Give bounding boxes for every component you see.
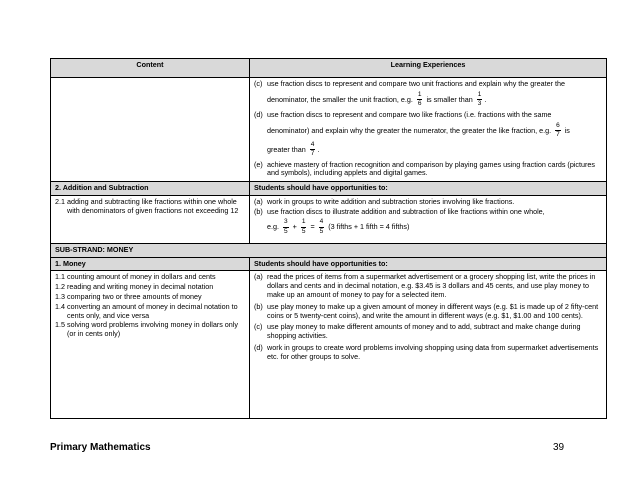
money-content-1-3: 1.3 comparing two or three amounts of money — [55, 292, 202, 302]
money-title: 1. Money — [51, 257, 250, 271]
money-content-cell — [51, 271, 250, 419]
money-experiences-cell — [250, 271, 607, 419]
money-header-row — [51, 257, 607, 271]
money-experience-a: (a) read the prices of items from a supermarket advertisement or a grocery shopping list, write the prices in dollars and cents and in decimal notation, e.g. $3.45 is 3 dollars and 45 cents, and use play money to make up an amount of money to pay for a selected item. — [254, 272, 596, 300]
header-learning-experiences: Learning Experiences — [250, 59, 607, 78]
addition-subtraction-title: 2. Addition and Subtraction — [51, 182, 250, 196]
fraction-four-sevenths: $\frac{4}{7}$ — [310, 140, 315, 158]
fraction-six-sevenths: $\frac{6}{7}$ — [556, 121, 560, 139]
addition-content-cell: 2.1 adding and subtracting like fractions within one whole with denominators of given fractions not exceeding 12 — [51, 195, 250, 243]
opportunities-header: Students should have opportunities to: — [250, 182, 607, 196]
footer-title: Primary Mathematics — [50, 442, 151, 453]
fraction-four-fifths: $\frac{4}{5}$ — [319, 218, 324, 235]
money-opportunities-header: Students should have opportunities to: — [250, 257, 607, 271]
money-row — [51, 271, 607, 419]
addition-subtraction-header-row — [51, 182, 607, 196]
fractions-experiences-cell — [250, 78, 607, 182]
experience-c: (c) use fraction discs to represent and compare two unit fractions and explain why the greater the denominator, the smaller the unit fraction, e.g. $\frac{1}{6}$ is smaller than $\frac{1}{3}$ . — [254, 79, 566, 108]
money-experience-c: (c) use play money to make different amounts of money and to add, subtract and make change during shopping activities. — [254, 322, 581, 341]
fraction-one-third: $\frac{1}{3}$ — [477, 90, 482, 108]
sub-strand-title: SUB-STRAND: MONEY — [51, 243, 607, 257]
fractions-content-cell — [51, 78, 250, 182]
money-content-1-2: 1.2 reading and writing money in decimal notation — [55, 282, 214, 292]
fraction-three-fifths: $\frac{3}{5}$ — [284, 218, 288, 235]
addition-experiences-cell — [250, 195, 607, 243]
fractions-row — [51, 78, 607, 182]
sub-strand-money-row — [51, 243, 607, 257]
money-content-1-1: 1.1 counting amount of money in dollars and cents — [55, 272, 216, 282]
money-experience-b: (b) use play money to make up a given amount of money in different ways (e.g. $1 is made up of 2 fifty-cent coins or 5 twenty-cent coins), and write the amount in different ways (e.g. $1, $1.00 and 100 cents). — [254, 301, 599, 320]
fraction-one-fifth: $\frac{1}{5}$ — [301, 218, 306, 235]
addition-experience-a: (a) work in groups to write addition and subtraction stories involving like fractions. — [254, 196, 515, 206]
addition-example: e.g. $\frac{3}{5}$ + $\frac{1}{5}$ = $\frac{4}{5}$ (3 fifths + 1 fifth = 4 fifths) — [267, 218, 410, 235]
experience-d: (d) use fraction discs to represent and compare two like fractions (i.e. fractions with the same denominator) and explain why the greater the numerator, the greater the like fraction, e.g. $\frac{6}{7}$ is greater than $\frac{4}{7}$ . — [254, 109, 570, 158]
table-header-row — [51, 59, 607, 78]
money-content-1-5: 1.5 solving word problems involving money in dollars only (or in cents only) — [55, 320, 238, 339]
page-number: 39 — [553, 442, 565, 453]
experience-e: (e) achieve mastery of fraction recognition and comparison by playing games using fraction cards (pictures and symbols), including applets and digital games. — [254, 159, 595, 178]
money-content-1-4: 1.4 converting an amount of money in decimal notation to cents only, and vice versa — [55, 301, 238, 320]
header-content: Content — [51, 59, 250, 78]
fraction-one-sixth: $\frac{1}{6}$ — [417, 90, 422, 108]
addition-experience-b: (b) use fraction discs to illustrate addition and subtraction of like fractions within one whole, e.g. $\frac{3}{5}$ + $\frac{1}{5}$ = $\frac{4}{5}$ (3 fifths + 1 fifth = 4 fifths) — [254, 208, 602, 238]
curriculum-table — [50, 58, 607, 419]
addition-subtraction-row — [51, 195, 607, 243]
money-experience-d: (d) work in groups to create word problems involving shopping using data from supermarket advertisements etc. for other groups to solve. — [254, 342, 599, 361]
